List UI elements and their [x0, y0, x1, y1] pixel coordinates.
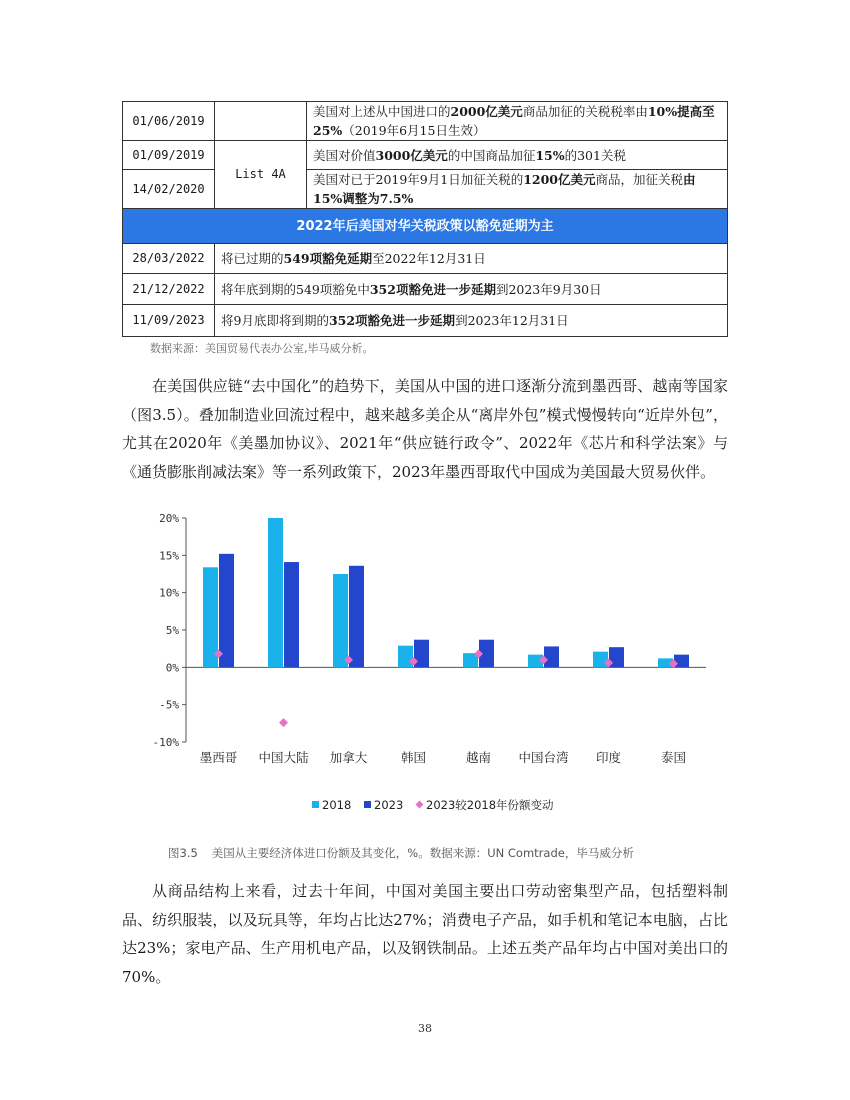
emphasis-text: 10%提高至25%: [313, 104, 715, 138]
body-paragraph-2: 从商品结构上来看，过去十年间，中国对美国主要出口劳动密集型产品，包括塑料制品、纺织服装，以及玩具等，年均占比达27%；消费电子产品，如手机和笔记本电脑，占比达23%；家电产品、生产用机电产品，以及钢铁制品。上述五类产品年均占中国对美出口的70%。: [122, 882, 728, 986]
y-tick-label: 15%: [159, 549, 179, 563]
row-description: [215, 305, 728, 337]
emphasis-text: 15%: [535, 147, 565, 163]
row-date: 21/12/2022: [123, 274, 215, 305]
row-list-empty: [215, 102, 307, 141]
text-segment: 至2022年12月31日: [372, 251, 486, 266]
row-date: 11/09/2023: [123, 305, 215, 337]
text-segment: 的中国商品加征: [447, 147, 536, 163]
row-description: [307, 102, 728, 141]
bar-2023: [414, 640, 429, 668]
category-label: 越南: [465, 750, 492, 765]
row-description: [215, 244, 728, 274]
legend-label: 2023: [374, 798, 404, 812]
row-list-label: List 4A: [215, 141, 307, 209]
y-tick-label: -5%: [159, 698, 179, 712]
bar-2023: [219, 554, 234, 667]
text-segment: 的301关税: [564, 147, 626, 163]
table-row: [123, 244, 728, 274]
banner-text: 2022年后美国对华关税政策以豁免延期为主: [123, 209, 728, 244]
legend-swatch: [312, 801, 319, 808]
emphasis-text: 2000亿美元: [450, 104, 523, 119]
tariff-policy-table: [122, 101, 728, 337]
table-row: [123, 141, 728, 170]
bar-2023: [284, 562, 299, 667]
figure-caption: [168, 845, 634, 861]
table-row: [123, 170, 728, 209]
page-number: 38: [418, 1022, 432, 1035]
emphasis-text: 549项豁免延期: [283, 251, 373, 266]
text-segment: 将年底到期的549项豁免中: [221, 281, 370, 297]
legend-label: 2023较2018年份额变动: [426, 798, 554, 812]
row-description: [215, 274, 728, 305]
y-tick-label: 20%: [159, 512, 179, 525]
text-segment: 商品，加征关税: [595, 172, 684, 187]
emphasis-text: 352项豁免进一步延期: [369, 281, 496, 297]
table-section-banner: [123, 209, 728, 244]
body-paragraph-1: 在美国供应链“去中国化”的趋势下，美国从中国的进口逐渐分流到墨西哥、越南等国家（图3.5）。叠加制造业回流过程中，越来越多美企从“离岸外包”模式慢慢转向“近岸外包”，尤其在2020年《美墨加协议》、2021年“供应链行政令”、2022年《芯片和科学法案》与《通货膨胀削减法案》等一系列政策下，2023年墨西哥取代中国成为美国最大贸易伙伴。: [122, 377, 728, 481]
share-change-marker: [279, 718, 288, 727]
text-segment: 到2023年9月30日: [495, 281, 602, 297]
category-label: 印度: [595, 750, 622, 765]
text-segment: 到2023年12月31日: [455, 313, 569, 328]
import-share-chart: [150, 505, 720, 825]
table-row: [123, 305, 728, 337]
category-label: 加拿大: [329, 750, 368, 765]
row-date: 01/09/2019: [123, 141, 215, 170]
bar-2023: [544, 646, 559, 667]
bar-2023: [349, 566, 364, 668]
bar-2018: [333, 574, 348, 667]
y-tick-label: -10%: [152, 736, 179, 749]
bar-2023: [674, 655, 689, 668]
bar-2018: [268, 518, 283, 667]
text-segment: （2019年6月15日生效）: [342, 123, 486, 138]
text-segment: 商品加征的关税税率由: [522, 104, 648, 119]
category-label: 中国大陆: [258, 750, 309, 765]
text-segment: 美国对已于2019年9月1日加征关税的: [313, 172, 524, 187]
row-date: 01/06/2019: [123, 102, 215, 141]
table-source-note: 数据来源：美国贸易代表办公室,毕马威分析。: [150, 342, 374, 355]
y-tick-label: 5%: [165, 624, 179, 637]
y-tick-label: 10%: [159, 586, 179, 600]
category-label: 墨西哥: [199, 750, 238, 765]
text-segment: 美国对价值: [313, 147, 376, 163]
legend-label: 2018: [322, 798, 352, 812]
row-date: 28/03/2022: [123, 244, 215, 274]
legend-swatch: [416, 801, 424, 809]
emphasis-text: 1200亿美元: [523, 172, 596, 187]
table-row: [123, 102, 728, 141]
bar-2018: [398, 646, 413, 668]
y-tick-label: 0%: [165, 661, 179, 675]
emphasis-text: 352项豁免进一步延期: [328, 313, 456, 328]
row-description: [307, 141, 728, 170]
emphasis-text: 3000亿美元: [375, 147, 448, 163]
emphasis-text: 由15%调整为7.5%: [313, 172, 696, 206]
text-segment: 将已过期的: [221, 251, 284, 266]
text-segment: 将9月底即将到期的: [221, 313, 329, 328]
row-date: 14/02/2020: [123, 170, 215, 209]
figure-number: 图3.5: [168, 846, 198, 860]
category-label: 韩国: [400, 750, 427, 765]
text-segment: 美国对上述从中国进口的: [313, 104, 451, 119]
bar-2018: [593, 652, 608, 668]
table-row: [123, 274, 728, 305]
row-description: [307, 170, 728, 209]
category-label: 中国台湾: [518, 750, 569, 765]
legend-swatch: [364, 801, 371, 808]
category-label: 泰国: [660, 750, 687, 765]
figure-caption-text: 美国从主要经济体进口份额及其变化，%。数据来源：UN Comtrade，毕马威分析: [211, 846, 634, 860]
